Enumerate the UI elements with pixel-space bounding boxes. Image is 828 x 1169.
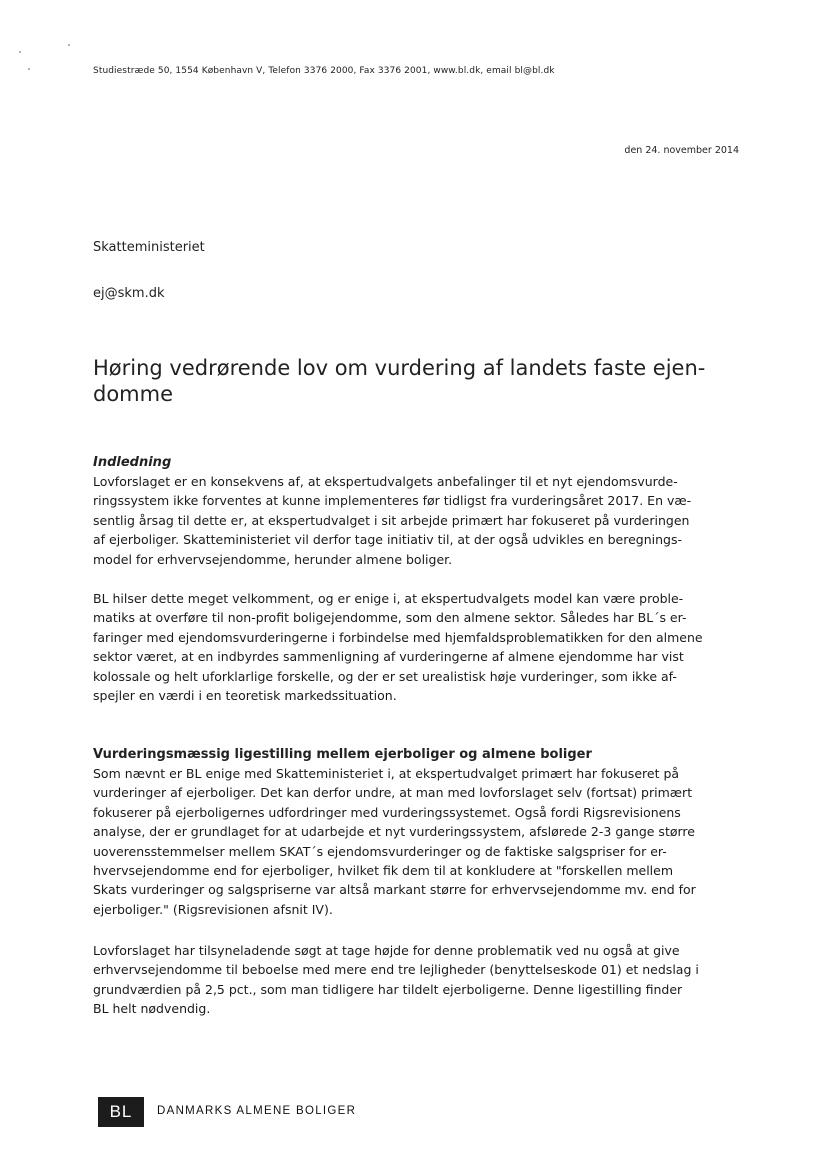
- text-line: model for erhvervsejendomme, herunder almene boliger.: [93, 551, 453, 567]
- text-line: grundværdien på 2,5 pct., som man tidligere har tildelt ejerboligerne. Denne ligestilling finder: [93, 981, 683, 997]
- text-line: sektor været, at en indbyrdes sammenligning af vurderingerne af almene ejendomme har vist: [93, 649, 684, 665]
- letter-date: den 24. november 2014: [624, 145, 739, 156]
- text-line: vurderinger af ejerboliger. Det kan derfor undre, at man med lovforslaget selv (fortsat) primært: [93, 785, 693, 801]
- text-line: faringer med ejendomsvurderingerne i forbindelse med hjemfaldsproblematikken for den almene: [93, 629, 703, 645]
- text-line: matiks at overføre til non-profit boligejendomme, som den almene sektor. Således har BL´s er-: [93, 610, 687, 626]
- paragraph: [93, 941, 743, 1019]
- bl-logo: BL: [98, 1097, 144, 1127]
- section-heading: Indledning: [93, 455, 172, 470]
- text-line: analyse, der er grundlaget for at udarbejde et nyt vurderingssystem, afslørede 2-3 gange større: [93, 824, 695, 840]
- title-line: Høring vedrørende lov om vurdering af landets faste ejen-: [93, 356, 706, 380]
- recipient-email: ej@skm.dk: [93, 286, 165, 301]
- scan-speck: [19, 51, 21, 53]
- recipient-name: Skatteministeriet: [93, 240, 205, 255]
- text-line: erhvervsejendomme til beboelse med mere end tre lejligheder (benyttelseskode 01) et nedslag i: [93, 962, 699, 978]
- text-line: ringssystem ikke forventes at kunne implementeres før tidligst fra vurderingsåret 2017. En væ-: [93, 493, 692, 509]
- text-line: spejler en værdi i en teoretisk markedssituation.: [93, 687, 397, 703]
- paragraph: [93, 764, 743, 919]
- section-heading: Vurderingsmæssig ligestilling mellem ejerboliger og almene boliger: [93, 747, 592, 762]
- text-line: BL helt nødvendig.: [93, 1001, 211, 1017]
- text-line: uoverensstemmelser mellem SKAT´s ejendomsvurderinger og de faktiske salgspriser for er-: [93, 843, 667, 859]
- letterhead-address: Studiestræde 50, 1554 København V, Telefon 3376 2000, Fax 3376 2001, www.bl.dk, email bl@bl.dk: [93, 66, 555, 76]
- scan-speck: [28, 68, 30, 70]
- text-line: Skats vurderinger og salgspriserne var altså markant større for erhvervsejendomme mv. end for: [93, 882, 696, 898]
- text-line: ejerboliger." (Rigsrevisionen afsnit IV).: [93, 901, 333, 917]
- letter-title: [93, 355, 753, 407]
- text-line: hvervsejendomme end for ejerboliger, hvilket fik dem til at konkludere at "forskellen mellem: [93, 862, 674, 878]
- organization-name: DANMARKS ALMENE BOLIGER: [157, 1105, 357, 1117]
- text-line: Lovforslaget har tilsyneladende søgt at tage højde for denne problematik ved nu også at give: [93, 943, 680, 958]
- section-valuation-equality: [93, 745, 743, 919]
- text-line: BL hilser dette meget velkomment, og er enige i, at ekspertudvalgets model kan være proble-: [93, 591, 684, 606]
- paragraph: [93, 589, 743, 705]
- text-line: sentlig årsag til dette er, at ekspertudvalget i sit arbejde primært har fokuseret på vurderingen: [93, 512, 690, 528]
- text-line: Som nævnt er BL enige med Skatteministeriet i, at ekspertudvalget primært har fokuseret på: [93, 766, 680, 781]
- text-line: fokuserer på ejerboligernes udfordringer med vurderingssystemet. Også fordi Rigsrevisionens: [93, 804, 681, 820]
- title-line: domme: [93, 382, 174, 406]
- text-line: Lovforslaget er en konsekvens af, at ekspertudvalgets anbefalinger til et nyt ejendomsvurde-: [93, 474, 678, 489]
- scan-speck: [68, 44, 70, 46]
- text-line: af ejerboliger. Skatteministeriet vil derfor tage initiativ til, at der også udvikles en beregnings-: [93, 532, 682, 548]
- section-introduction: [93, 453, 743, 569]
- paragraph: [93, 472, 743, 569]
- text-line: kolossale og helt uforklarlige forskelle, og der er set urealistisk høje vurderinger, som ikke af-: [93, 668, 677, 684]
